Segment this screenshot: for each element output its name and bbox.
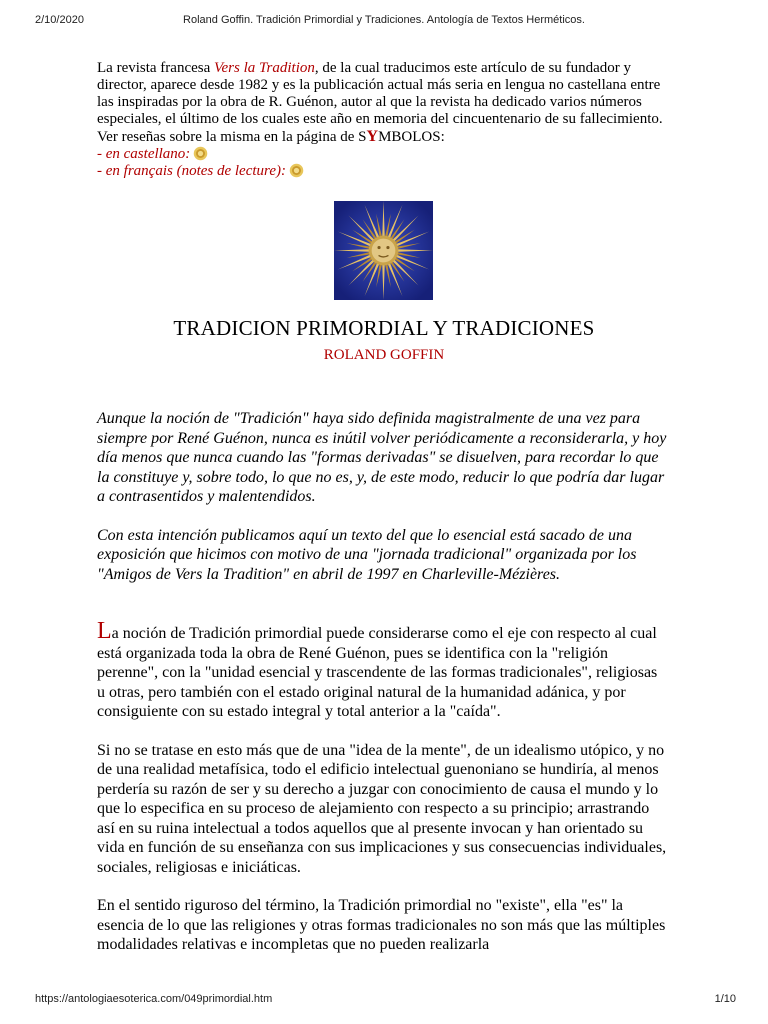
abstract	[97, 409, 667, 603]
intro-text-2: , de la cual traducimos este artículo de su fundador y director, aparece desde 1982 y es la publicación actual más seria en lengua no castellana entre las inspiradas por la obra de R. Guénon, autor al que la revista ha dedicado varios números especiales, el último de los cuales este año en memoria del cincuentenario de su fallecimiento. Ver reseñas sobre la misma en la página de S	[97, 60, 663, 145]
abstract-paragraph-2: Con esta intención publicamos aquí un texto del que lo esencial está sacado de una exposición que hicimos con motivo de una "jornada tradicional" organizada por los "Amigos de Vers la Tradition" en abril de 1997 en Charleville-Mézières.	[97, 526, 637, 583]
sun-emblem-image	[334, 201, 433, 300]
link-castellano[interactable]: - en castellano:	[97, 146, 191, 162]
page-number: 1/10	[714, 993, 736, 1005]
body-paragraph-1-text: a noción de Tradición primordial puede considerarse como el eje con respecto al cual está organizada toda la obra de René Guénon, pues se identifica con la "religión perenne", con la "unidad esencial y trascendente de las formas tradicionales", religiosas u otras, pero también con el estado original natural de la humanidad adánica, y por consiguiente con su estado integral y total anterior a la "caída".	[97, 625, 658, 720]
link-row-es[interactable]	[97, 146, 667, 163]
body-paragraph-3: En el sentido riguroso del término, la Tradición primordial no "existe", ella "es" la esencia de lo que las religiones y otras formas tradicionales no son más que las múltiples modalidades relativas e incompletas que no pueden realizarla	[97, 897, 666, 953]
intro-paragraph	[97, 60, 667, 146]
print-date: 2/10/2020	[35, 14, 84, 26]
article-author: ROLAND GOFFIN	[323, 347, 445, 363]
print-header	[0, 14, 768, 30]
drop-cap: L	[97, 618, 112, 644]
article-body	[97, 618, 667, 974]
intro-block	[97, 60, 667, 180]
print-footer	[0, 993, 768, 1009]
intro-text-1: La revista francesa	[97, 60, 215, 76]
link-francais[interactable]: - en français (notes de lecture):	[97, 163, 286, 179]
print-title: Roland Goffin. Tradición Primordial y Tradiciones. Antología de Textos Herméticos.	[183, 14, 585, 26]
body-paragraph-1	[97, 618, 667, 722]
link-row-fr[interactable]	[97, 163, 667, 180]
magazine-link[interactable]: Vers la Tradition	[214, 60, 315, 76]
abstract-paragraph-1: Aunque la noción de "Tradición" haya sido definida magistralmente de una vez para siempre por René Guénon, nunca es inútil volver periódicamente a reconsiderarla, y hoy día menos que nunca cuando las "formas derivadas" se disuelven, para recordar lo que la constituye y, sobre todo, lo que no es, y, de este modo, reducir lo que podría dar lugar a contrasentidos y malentendidos.	[97, 410, 667, 505]
page-url: https://antologiaesoterica.com/049primordial.htm	[35, 993, 273, 1005]
body-paragraph-2: Si no se tratase en esto más que de una "idea de la mente", de un idealismo utópico, y no de una realidad metafísica, todo el edificio intelectual guenoniano se hundiría, al menos perdería su razón de ser y su derecho a juzgar con conocimiento de causa el mundo y lo que lo especifica en su proceso de alejamiento con respecto a su principio; arrastrando así en su ruina intelectual a todos aquellos que al presente invocan y han orientado su vida en función de su enseñanza con sus implicaciones y sus consecuencias individuales, sociales, religiosas e iniciáticas.	[97, 741, 667, 876]
sun-icon[interactable]	[193, 146, 208, 161]
symbolos-rest: MBOLOS:	[378, 129, 445, 145]
sun-icon[interactable]	[289, 163, 304, 178]
article-title: TRADICION PRIMORDIAL Y TRADICIONES	[173, 316, 595, 340]
symbolos-y: Y	[366, 128, 379, 145]
